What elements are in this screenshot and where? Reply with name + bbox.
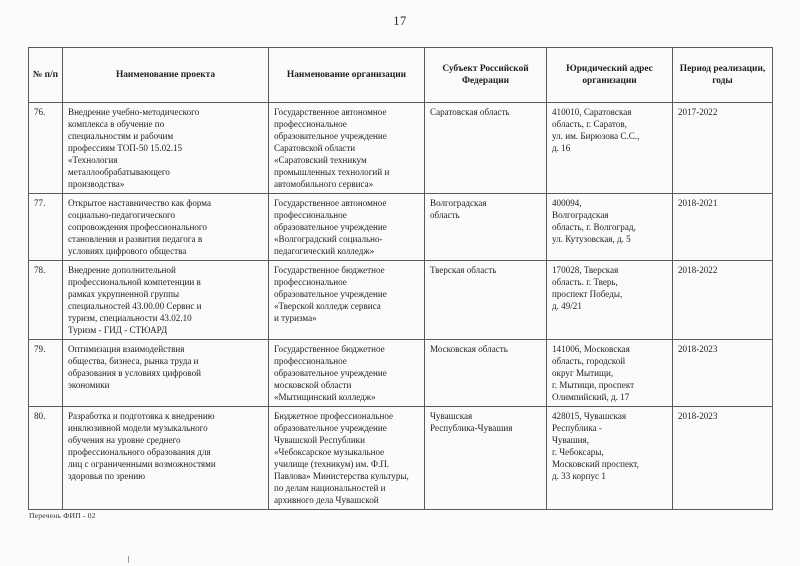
cell-project-name-line: Туризм - ГИД - СТЮАРД: [68, 325, 168, 335]
cell-legal-address-line: область, городской: [552, 356, 626, 366]
cell-subject-federation-line: Республика-Чувашия: [430, 423, 513, 433]
cell-project-name-lines: [68, 106, 264, 190]
cell-subject-federation-line: Чувашская: [430, 411, 473, 421]
cell-legal-address-line: 410010, Саратовская: [552, 107, 632, 117]
cell-subject-federation-line: Волгоградская: [430, 198, 487, 208]
cell-implementation-period: 2018-2021: [673, 194, 773, 261]
cell-legal-address-line: 170028, Тверская: [552, 265, 619, 275]
cell-legal-address-line: проспект Победы,: [552, 289, 623, 299]
table-row: [29, 261, 773, 340]
cell-project-name-lines: [68, 410, 264, 482]
cell-project-name-lines: [68, 197, 264, 257]
table-header: [29, 48, 773, 103]
cell-organization-name-line: «Тверской колледж сервиса: [274, 301, 381, 311]
cell-project-name-line: общества, бизнеса, рынка труда и: [68, 356, 199, 366]
cell-organization-name-lines: [274, 197, 420, 257]
cell-project-name-line: лиц с ограниченными возможностями: [68, 459, 216, 469]
cell-subject-federation: [425, 340, 547, 407]
cell-legal-address-line: Республика -: [552, 423, 602, 433]
cell-organization-name-lines: [274, 343, 420, 403]
cell-project-name-line: специальностям и рабочим: [68, 131, 174, 141]
cell-legal-address-lines: [552, 343, 668, 403]
cell-row-number: 76.: [29, 103, 63, 194]
cell-project-name: [63, 407, 269, 510]
cell-organization-name-line: профессиональное: [274, 277, 347, 287]
column-header-period: [673, 48, 773, 103]
cell-subject-federation-lines: [430, 197, 542, 221]
cell-organization-name-line: по делам национальностей и: [274, 483, 386, 493]
cell-project-name-line: специальностей 43.00.00 Сервис и: [68, 301, 202, 311]
column-header-address-line1: Юридический адрес: [566, 63, 653, 74]
cell-legal-address: [547, 340, 673, 407]
column-header-subject-line1: Субъект Российской: [442, 63, 529, 74]
cell-organization-name-line: Государственное бюджетное: [274, 265, 385, 275]
cell-organization-name-line: профессиональное: [274, 119, 347, 129]
cell-project-name-line: инклюзивной модели музыкального: [68, 423, 208, 433]
cell-project-name: [63, 340, 269, 407]
table-row: [29, 340, 773, 407]
cell-organization-name-line: Государственное автономное: [274, 198, 387, 208]
cell-project-name-line: профессиям ТОП-50 15.02.15: [68, 143, 183, 153]
column-header-number-line2: п/п: [44, 69, 59, 80]
table-body: [29, 103, 773, 510]
cell-project-name-line: образования в условиях цифровой: [68, 368, 202, 378]
column-header-number-line1: №: [32, 69, 43, 80]
cell-organization-name-line: архивного дела Чувашской: [274, 495, 379, 505]
page-tick-mark: [128, 556, 129, 563]
cell-project-name-line: Открытое наставничество как форма: [68, 198, 212, 208]
cell-subject-federation: [425, 103, 547, 194]
cell-row-number: 78.: [29, 261, 63, 340]
cell-legal-address-line: г. Мытищи, проспект: [552, 380, 635, 390]
cell-project-name-line: комплекса в обучение по: [68, 119, 165, 129]
cell-legal-address-line: Чувашия,: [552, 435, 589, 445]
cell-project-name-line: металлообрабатывающего: [68, 167, 170, 177]
cell-organization-name-line: «Саратовский техникум: [274, 155, 367, 165]
cell-organization-name-line: Саратовской области: [274, 143, 356, 153]
cell-legal-address-line: область, г. Волгоград,: [552, 222, 636, 232]
cell-subject-federation-line: область: [430, 210, 460, 220]
cell-legal-address-line: Московский проспект,: [552, 459, 639, 469]
cell-legal-address-line: ул. им. Бирюзова С.С.,: [552, 131, 640, 141]
cell-organization-name-line: автомобильного сервиса»: [274, 179, 374, 189]
cell-organization-name-lines: [274, 106, 420, 190]
cell-project-name-line: профессионального образования для: [68, 447, 211, 457]
cell-organization-name-line: педагогический колледж»: [274, 246, 375, 256]
cell-organization-name-line: образовательное учреждение: [274, 289, 387, 299]
page-number: 17: [393, 14, 407, 28]
cell-legal-address-line: Олимпийский, д. 17: [552, 392, 630, 402]
cell-legal-address-line: 141006, Московская: [552, 344, 630, 354]
cell-organization-name-line: профессиональное: [274, 210, 347, 220]
cell-organization-name-line: и туризма»: [274, 313, 317, 323]
cell-implementation-period: 2018-2023: [673, 340, 773, 407]
cell-organization-name-line: «Волгоградский социально-: [274, 234, 383, 244]
cell-subject-federation-line: Саратовская область: [430, 107, 510, 117]
cell-project-name-line: туризм, специальности 43.02.10: [68, 313, 192, 323]
table-row: [29, 194, 773, 261]
cell-legal-address: [547, 261, 673, 340]
cell-legal-address-line: 428015, Чувашская: [552, 411, 627, 421]
cell-project-name-line: производства»: [68, 179, 125, 189]
cell-organization-name-line: Бюджетное профессиональное: [274, 411, 394, 421]
cell-organization-name: [269, 194, 425, 261]
projects-table-container: [28, 47, 772, 510]
cell-project-name-line: социально-педагогического: [68, 210, 176, 220]
cell-project-name-lines: [68, 343, 264, 391]
column-header-address-line2: организации: [582, 76, 637, 86]
cell-organization-name-line: образовательное учреждение: [274, 222, 387, 232]
cell-subject-federation-line: Тверская область: [430, 265, 497, 275]
cell-organization-name-line: Чувашской Республики: [274, 435, 365, 445]
cell-organization-name-line: московской области: [274, 380, 352, 390]
cell-legal-address-line: область. г. Тверь,: [552, 277, 618, 287]
cell-project-name-line: условиях цифрового общества: [68, 246, 187, 256]
cell-project-name-line: профессиональной компетенции в: [68, 277, 201, 287]
cell-subject-federation-lines: [430, 264, 542, 276]
cell-project-name-line: «Технология: [68, 155, 118, 165]
cell-project-name-line: здоровья по зрению: [68, 471, 145, 481]
cell-organization-name-lines: [274, 264, 420, 324]
column-header-address: [547, 48, 673, 103]
cell-legal-address-line: д. 49/21: [552, 301, 582, 311]
cell-row-number: 77.: [29, 194, 63, 261]
cell-organization-name-line: Павлова» Министерства культуры,: [274, 471, 409, 481]
cell-project-name-line: экономики: [68, 380, 110, 390]
cell-organization-name-line: Государственное автономное: [274, 107, 387, 117]
table-row: [29, 103, 773, 194]
cell-legal-address-line: д. 16: [552, 143, 571, 153]
cell-project-name: [63, 261, 269, 340]
cell-legal-address-line: Волгоградская: [552, 210, 609, 220]
cell-legal-address-lines: [552, 264, 668, 312]
cell-project-name-line: Внедрение дополнительной: [68, 265, 176, 275]
cell-legal-address-line: 400094,: [552, 198, 582, 208]
cell-subject-federation-lines: [430, 343, 542, 355]
cell-row-number: 79.: [29, 340, 63, 407]
cell-row-number: 80.: [29, 407, 63, 510]
cell-organization-name-line: профессиональное: [274, 356, 347, 366]
cell-organization-name-line: образовательное учреждение: [274, 131, 387, 141]
cell-organization-name-line: Государственное бюджетное: [274, 344, 385, 354]
cell-project-name-line: сопровождения профессионального: [68, 222, 207, 232]
column-header-project: Наименование проекта: [63, 48, 269, 103]
cell-organization-name-line: образовательное учреждение: [274, 423, 387, 433]
column-header-number: [29, 48, 63, 103]
cell-project-name-line: Разработка и подготовка к внедрению: [68, 411, 215, 421]
cell-legal-address-line: область, г. Саратов,: [552, 119, 627, 129]
cell-subject-federation-lines: [430, 410, 542, 434]
cell-project-name-line: Внедрение учебно-методического: [68, 107, 200, 117]
cell-organization-name: [269, 261, 425, 340]
cell-organization-name: [269, 340, 425, 407]
cell-legal-address-line: г. Чебоксары,: [552, 447, 604, 457]
cell-legal-address-line: округ Мытищи,: [552, 368, 614, 378]
cell-organization-name-line: училище (техникум) им. Ф.П.: [274, 459, 390, 469]
table-row: [29, 407, 773, 510]
projects-table: [28, 47, 773, 510]
cell-organization-name-line: образовательное учреждение: [274, 368, 387, 378]
cell-subject-federation: [425, 407, 547, 510]
cell-legal-address-lines: [552, 197, 668, 245]
cell-implementation-period: 2018-2022: [673, 261, 773, 340]
cell-subject-federation: [425, 194, 547, 261]
cell-legal-address: [547, 194, 673, 261]
cell-subject-federation-lines: [430, 106, 542, 118]
cell-legal-address: [547, 407, 673, 510]
column-header-subject: [425, 48, 547, 103]
cell-project-name: [63, 194, 269, 261]
column-header-period-line1: Период: [679, 63, 712, 74]
cell-project-name: [63, 103, 269, 194]
cell-legal-address: [547, 103, 673, 194]
cell-subject-federation: [425, 261, 547, 340]
footer-note: Перечень ФИП - 02: [29, 511, 96, 520]
cell-project-name-line: обучения на уровне среднего: [68, 435, 181, 445]
cell-organization-name-lines: [274, 410, 420, 506]
cell-project-name-line: становления и развития педагога в: [68, 234, 203, 244]
cell-organization-name-line: «Чебоксарское музыкальное: [274, 447, 385, 457]
cell-project-name-line: рамках укрупненной группы: [68, 289, 180, 299]
cell-project-name-line: Оптимизация взаимодействия: [68, 344, 185, 354]
cell-project-name-lines: [68, 264, 264, 336]
cell-organization-name-line: промышленных технологий и: [274, 167, 390, 177]
column-header-period-line2: реализации,: [713, 63, 766, 74]
cell-legal-address-line: ул. Кутузовская, д. 5: [552, 234, 631, 244]
cell-organization-name: [269, 103, 425, 194]
table-header-row: [29, 48, 773, 103]
cell-legal-address-lines: [552, 106, 668, 154]
cell-organization-name-line: «Мытищинский колледж»: [274, 392, 376, 402]
column-header-period-line3: годы: [712, 76, 733, 86]
cell-legal-address-lines: [552, 410, 668, 482]
cell-subject-federation-line: Московская область: [430, 344, 508, 354]
cell-implementation-period: 2018-2023: [673, 407, 773, 510]
cell-implementation-period: 2017-2022: [673, 103, 773, 194]
column-header-organization: Наименование организации: [269, 48, 425, 103]
cell-legal-address-line: д. 33 корпус 1: [552, 471, 606, 481]
cell-organization-name: [269, 407, 425, 510]
column-header-subject-line2: Федерации: [461, 76, 510, 86]
